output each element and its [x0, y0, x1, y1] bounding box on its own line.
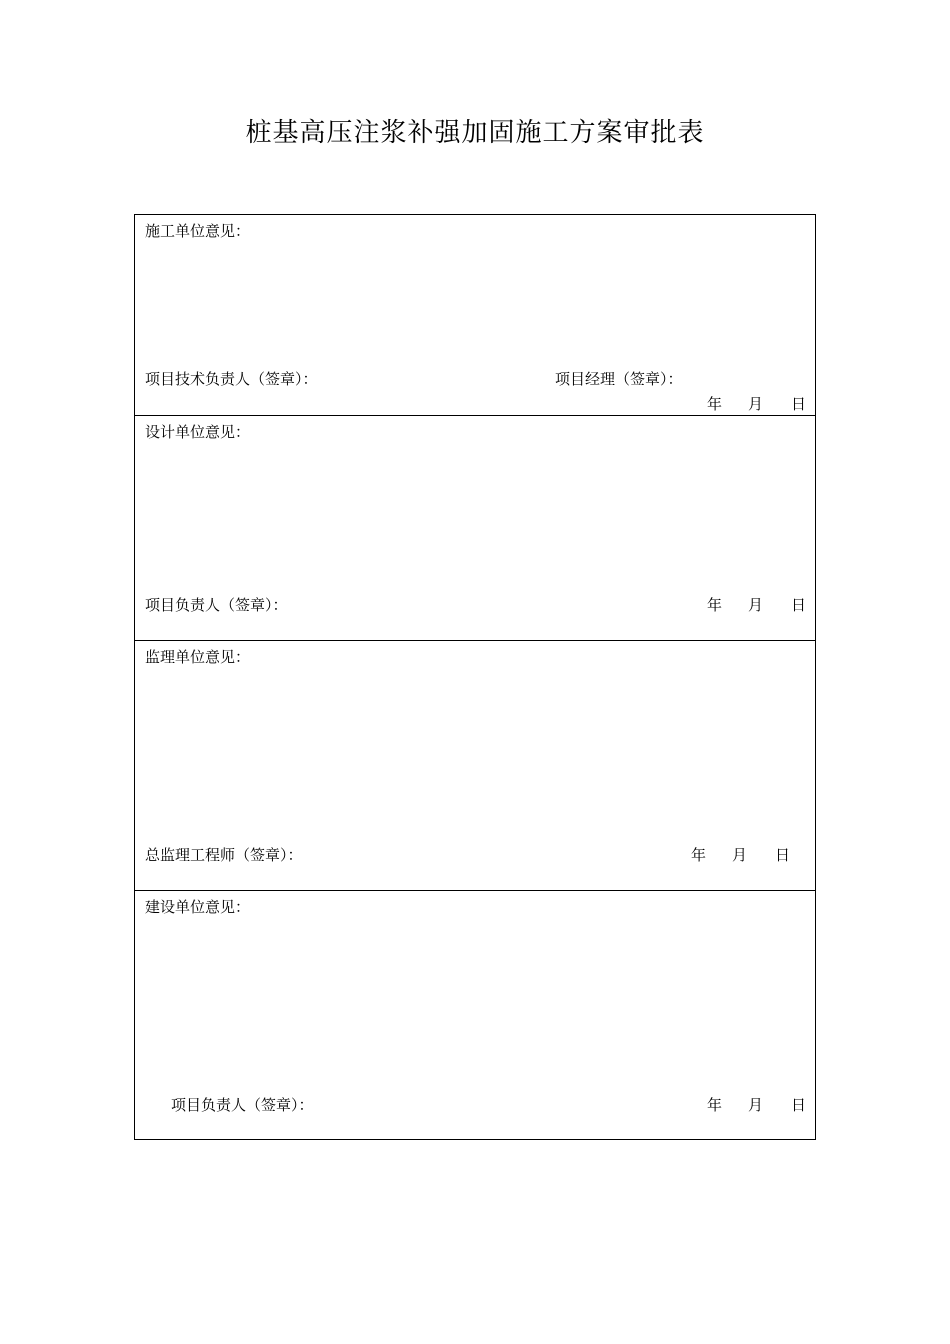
owner-unit-date: [705, 1096, 815, 1114]
supervision-unit-date: [689, 846, 799, 864]
date-month-label: 月: [748, 1096, 764, 1114]
project-manager-signature-label: 项目经理（签章）：: [555, 370, 683, 388]
construction-unit-date: [705, 395, 815, 413]
approval-form-table: [134, 214, 816, 1140]
design-unit-opinion-label: 设计单位意见：: [145, 423, 251, 441]
date-year-label: 年: [707, 395, 723, 413]
date-day-label: 日: [775, 846, 791, 864]
technical-lead-signature-label: 项目技术负责人（签章）：: [145, 370, 318, 388]
date-month-label: 月: [748, 596, 764, 614]
owner-unit-opinion-label: 建设单位意见：: [145, 898, 251, 916]
supervision-unit-section: [135, 640, 815, 890]
owner-project-lead-signature-label: 项目负责人（签章）：: [171, 1096, 314, 1114]
date-year-label: 年: [707, 596, 723, 614]
date-month-label: 月: [732, 846, 748, 864]
design-unit-section: [135, 415, 815, 640]
document-title: 桩基高压注浆补强加固施工方案审批表: [245, 118, 705, 148]
date-day-label: 日: [791, 395, 807, 413]
date-year-label: 年: [707, 1096, 723, 1114]
date-year-label: 年: [691, 846, 707, 864]
date-month-label: 月: [748, 395, 764, 413]
date-day-label: 日: [791, 1096, 807, 1114]
construction-unit-section: [135, 215, 815, 415]
date-day-label: 日: [791, 596, 807, 614]
design-unit-date: [705, 596, 815, 614]
supervision-unit-opinion-label: 监理单位意见：: [145, 648, 251, 666]
chief-supervisor-signature-label: 总监理工程师（签章）：: [145, 846, 303, 864]
project-lead-signature-label: 项目负责人（签章）：: [145, 596, 288, 614]
construction-unit-opinion-label: 施工单位意见：: [145, 222, 251, 240]
owner-unit-section: [135, 890, 815, 1140]
